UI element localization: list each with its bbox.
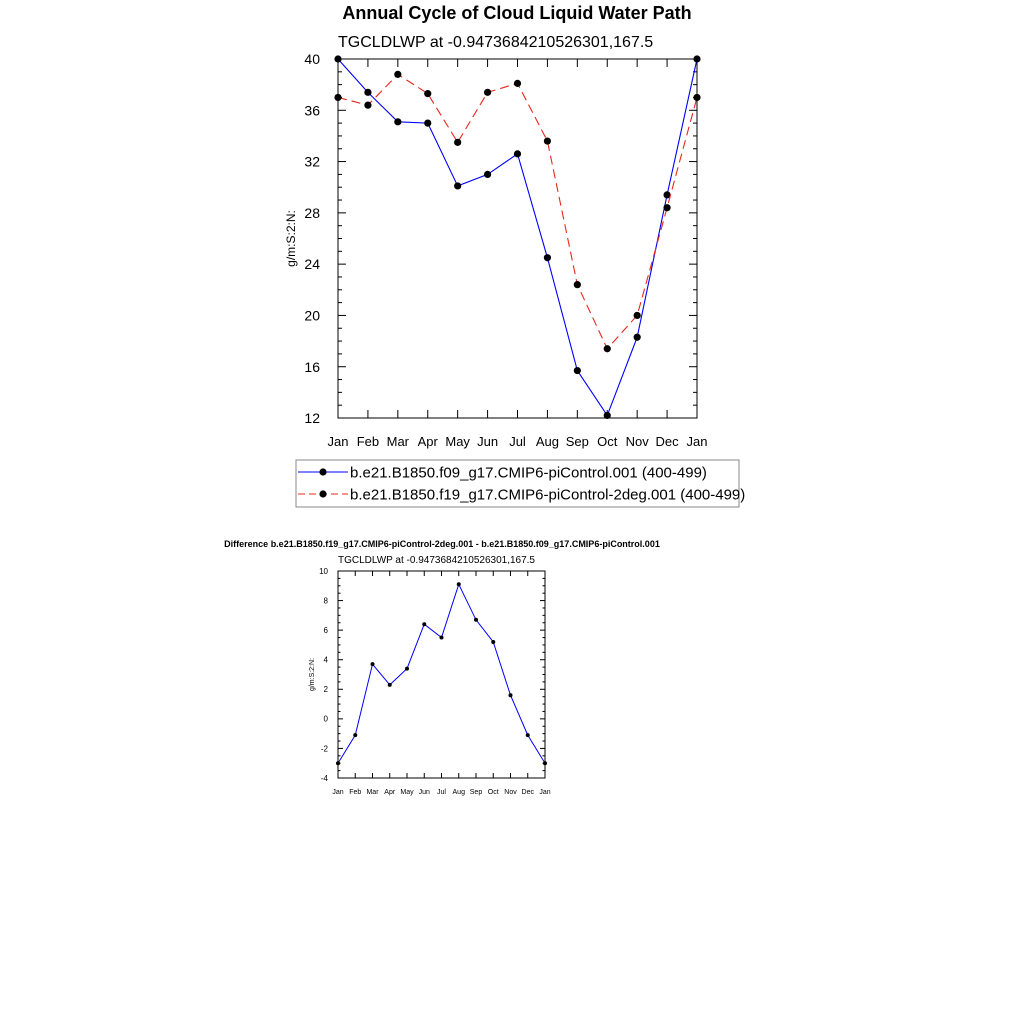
y-tick-label: 16 (304, 358, 320, 375)
y-tick-label: -4 (320, 773, 328, 783)
x-tick-label: Jul (437, 789, 446, 796)
data-point (394, 118, 401, 125)
data-point (544, 254, 551, 261)
data-point (574, 281, 581, 288)
x-tick-label: Dec (521, 789, 534, 796)
x-tick-label: Nov (625, 434, 649, 449)
y-tick-label: 2 (323, 685, 328, 695)
legend-label: b.e21.B1850.f19_g17.CMIP6-piControl-2deg.001 (400-499) (350, 486, 746, 504)
plot-frame (338, 59, 697, 418)
x-tick-label: Dec (655, 434, 679, 449)
data-point (634, 334, 641, 341)
series-line-1 (338, 59, 697, 415)
legend-marker (319, 490, 326, 497)
x-tick-label: Sep (469, 789, 483, 796)
y-tick-label: 24 (304, 256, 320, 273)
data-point (353, 733, 357, 737)
y-tick-label: 20 (304, 307, 320, 324)
x-tick-label: Aug (452, 789, 465, 796)
data-point (405, 667, 409, 671)
data-point (424, 90, 431, 97)
x-tick-label: Jan (539, 789, 551, 796)
x-tick-label: Aug (535, 434, 559, 449)
y-tick-label: 32 (304, 153, 320, 170)
data-point (334, 55, 341, 62)
x-tick-label: Nov (504, 789, 517, 796)
chart-title: Annual Cycle of Cloud Liquid Water Path (342, 3, 692, 23)
data-point (457, 582, 461, 586)
chart-subtitle: TGCLDLWP at -0.9473684210526301,167.5 (338, 34, 654, 51)
data-point (484, 89, 491, 96)
data-point (544, 137, 551, 144)
data-point (364, 102, 371, 109)
data-point (364, 89, 371, 96)
x-tick-label: May (445, 434, 470, 449)
y-tick-label: 10 (319, 566, 328, 576)
x-tick-label: Apr (417, 434, 438, 449)
data-point (514, 150, 521, 157)
x-tick-label: Oct (597, 434, 618, 449)
x-tick-label: Feb (349, 789, 362, 796)
x-tick-label: Mar (366, 789, 379, 796)
series-line-1 (338, 584, 545, 763)
x-tick-label: Jan (332, 789, 344, 796)
x-tick-label: Jun (477, 434, 499, 449)
data-point (693, 55, 700, 62)
chart-1 (284, 3, 745, 507)
data-point (474, 618, 478, 622)
x-tick-label: Jun (418, 789, 430, 796)
x-tick-label: May (400, 789, 414, 796)
x-tick-label: Mar (386, 434, 410, 449)
y-tick-label: 36 (304, 102, 320, 119)
y-axis-label: g/m:S:2:N: (284, 210, 298, 267)
data-point (514, 80, 521, 87)
legend-label: b.e21.B1850.f09_g17.CMIP6-piControl.001 (400-499) (350, 464, 707, 482)
data-point (543, 761, 547, 765)
data-point (604, 345, 611, 352)
x-tick-label: Jul (509, 434, 526, 449)
y-tick-label: -2 (320, 744, 328, 754)
x-tick-label: Jan (686, 434, 708, 449)
data-point (509, 693, 513, 697)
x-tick-label: Sep (565, 434, 589, 449)
y-tick-label: 12 (304, 410, 320, 427)
data-point (454, 139, 461, 146)
y-tick-label: 0 (323, 714, 328, 724)
x-tick-label: Jan (327, 434, 349, 449)
data-point (336, 761, 340, 765)
data-point (663, 204, 670, 211)
data-point (454, 182, 461, 189)
data-point (334, 94, 341, 101)
y-tick-label: 28 (304, 204, 320, 221)
data-point (604, 412, 611, 419)
legend-marker (319, 468, 326, 475)
data-point (440, 636, 444, 640)
plot-frame (338, 571, 545, 778)
x-tick-label: Apr (384, 789, 396, 796)
data-point (371, 662, 375, 666)
data-point (693, 94, 700, 101)
data-point (422, 622, 426, 626)
chart-title: Difference b.e21.B1850.f19_g17.CMIP6-piControl-2deg.001 - b.e21.B1850.f09_g17.CMIP6-piControl.001 (224, 539, 660, 549)
y-tick-label: 4 (323, 655, 328, 665)
data-point (484, 171, 491, 178)
y-tick-label: 8 (323, 596, 328, 606)
chart-subtitle: TGCLDLWP at -0.9473684210526301,167.5 (338, 555, 535, 566)
y-axis-label: g/m:S:2:N: (309, 657, 316, 692)
data-point (526, 733, 530, 737)
data-point (634, 312, 641, 319)
y-tick-label: 6 (323, 626, 328, 636)
chart-2 (224, 539, 660, 796)
data-point (394, 71, 401, 78)
y-tick-label: 40 (304, 51, 320, 68)
x-tick-label: Feb (356, 434, 380, 449)
data-point (574, 367, 581, 374)
x-tick-label: Oct (487, 789, 499, 796)
data-point (424, 120, 431, 127)
data-point (388, 683, 392, 687)
data-point (491, 640, 495, 644)
